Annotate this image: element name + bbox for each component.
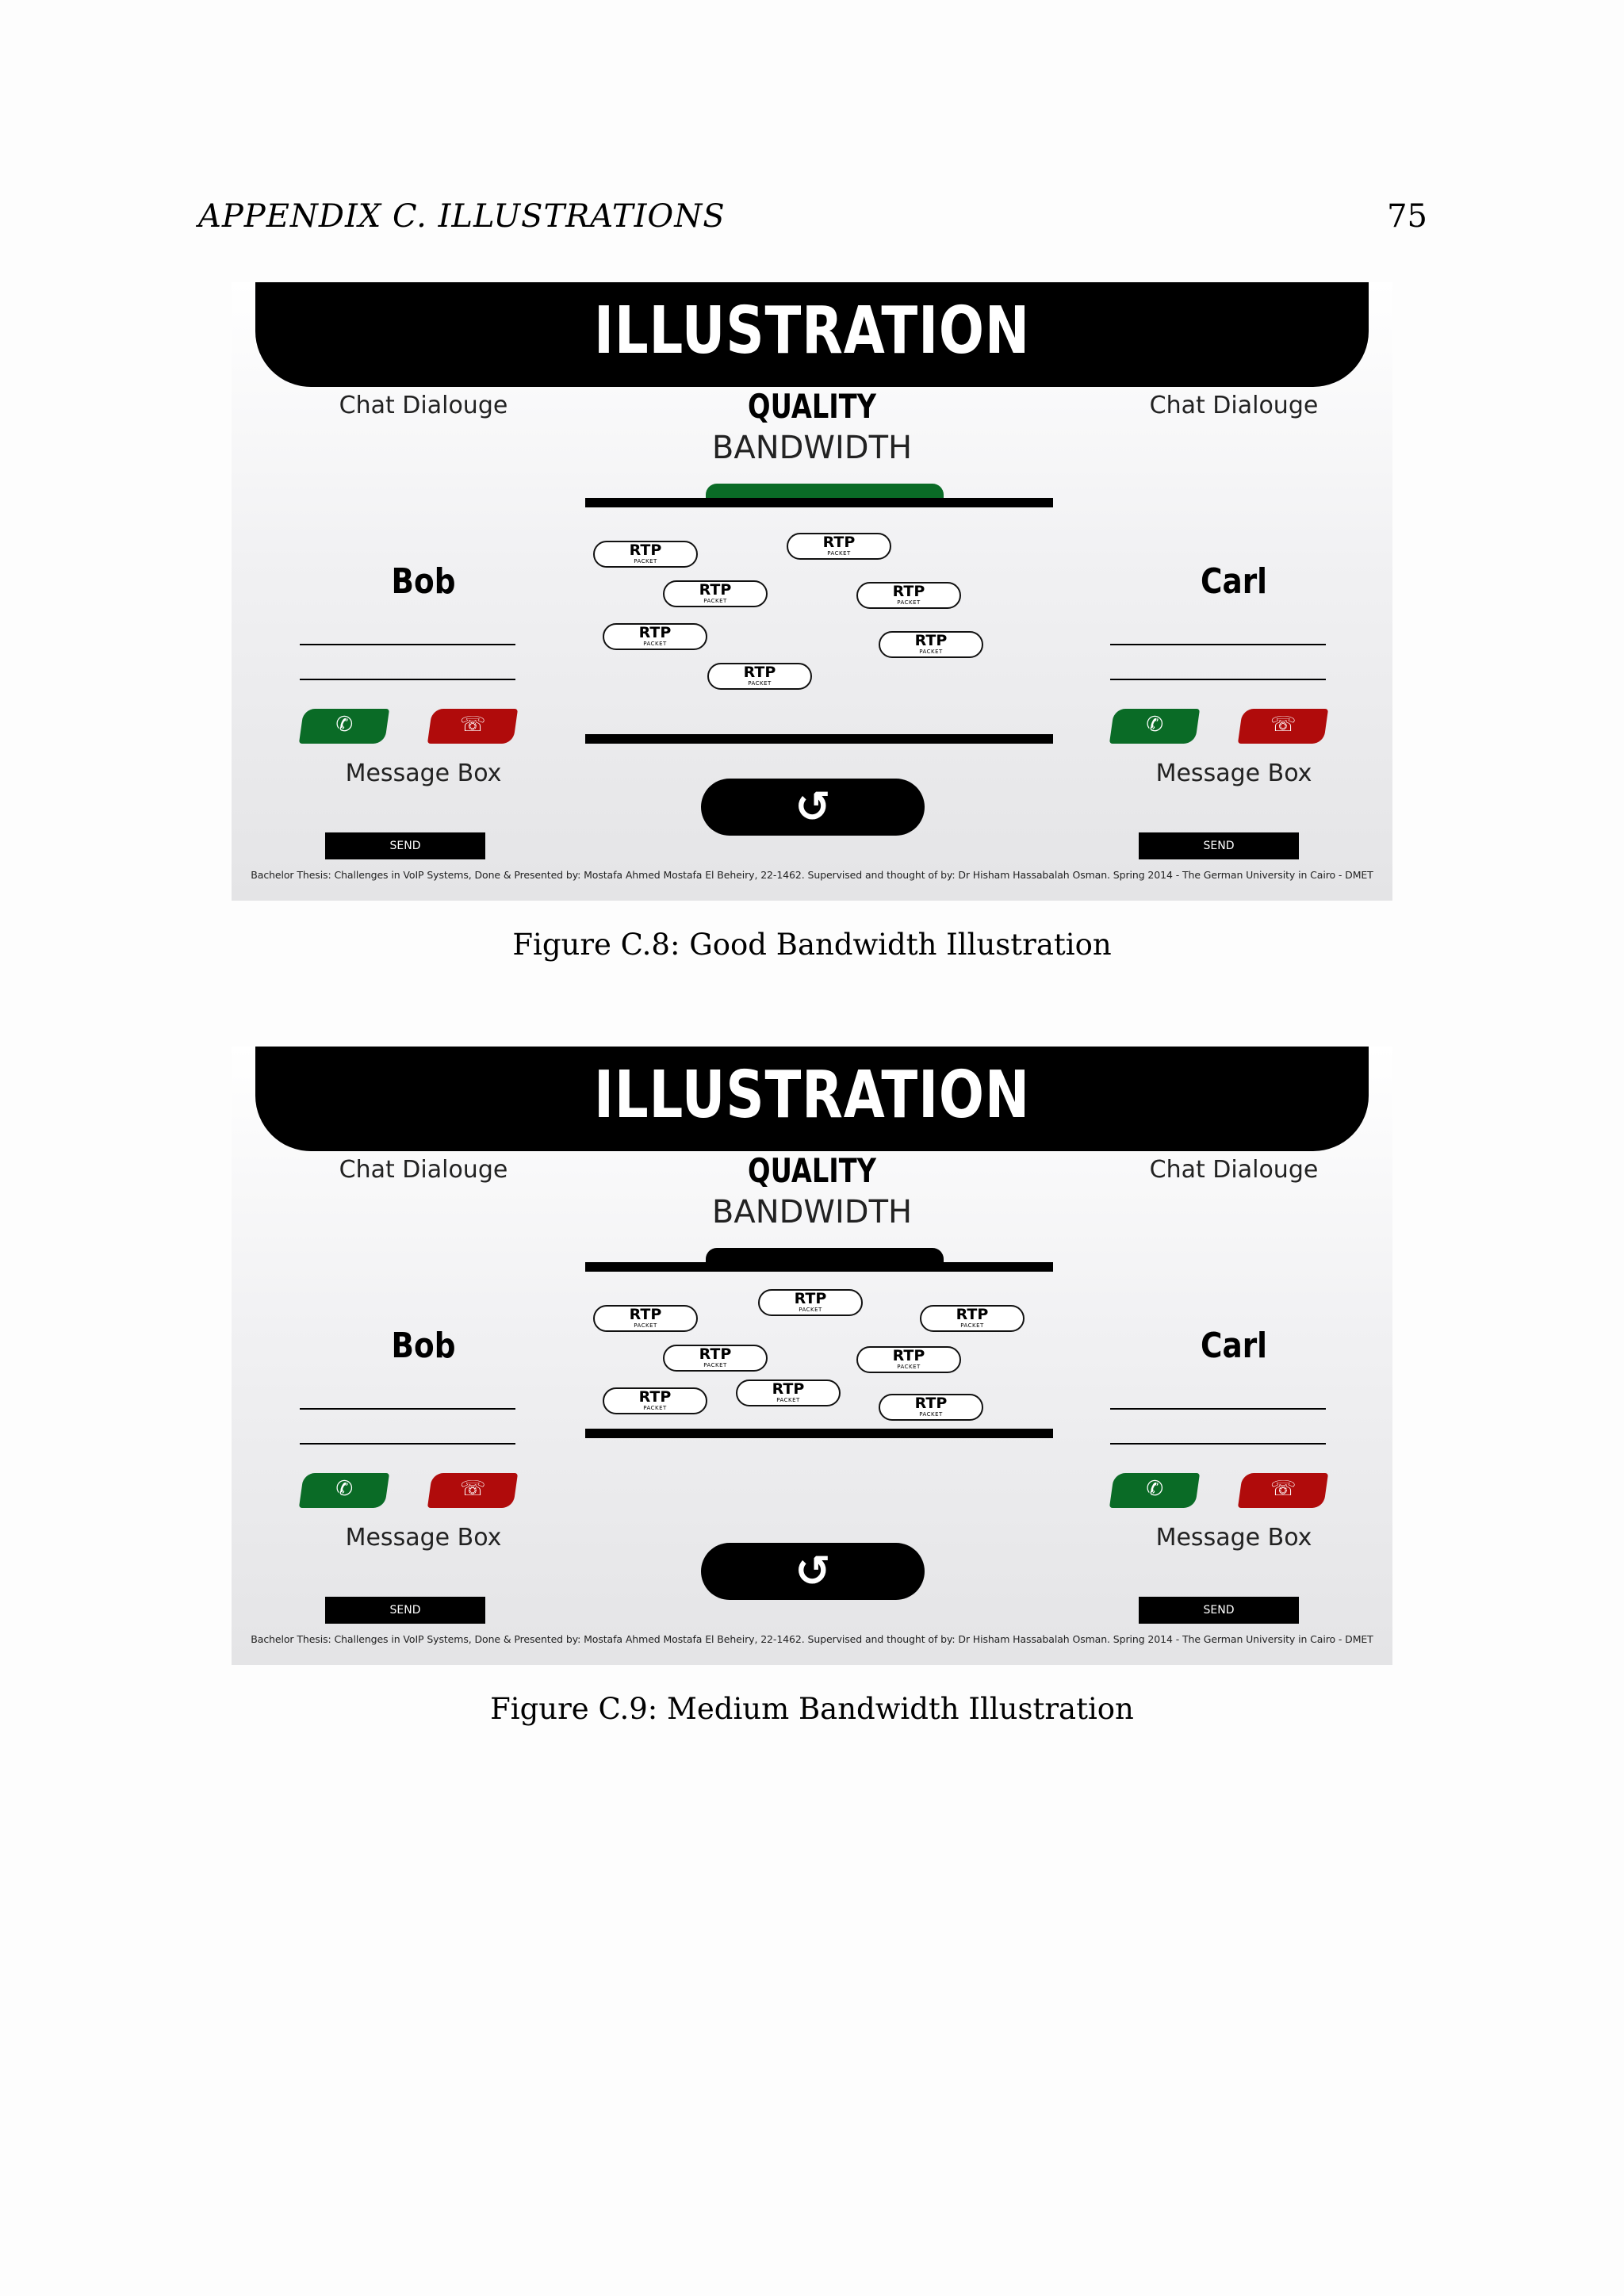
message-box-label-right: Message Box [1155, 760, 1312, 787]
chat-line [1110, 679, 1326, 680]
rtp-packet: RTP PACKET [663, 580, 768, 607]
banner-title: ILLUSTRATION [594, 1058, 1030, 1133]
rtp-packet: RTP PACKET [856, 582, 961, 609]
banner-title: ILLUSTRATION [594, 293, 1030, 369]
banner [255, 282, 1369, 387]
send-button-right[interactable]: SEND [1139, 832, 1299, 859]
message-box-label-left: Message Box [345, 760, 502, 787]
chat-line [300, 679, 515, 680]
rtp-packet: RTP PACKET [593, 541, 698, 568]
replay-icon: ↺ [795, 1546, 831, 1596]
channel-bottom-rail [585, 734, 1053, 744]
quality-label: QUALITY [748, 1151, 876, 1190]
rtp-packet: RTP PACKET [879, 1394, 983, 1421]
caller-name-right: Carl [1201, 561, 1267, 602]
hangup-call-button-right[interactable] [1238, 1473, 1328, 1508]
phone-hangup-icon: ☏ [1270, 713, 1297, 737]
channel-bottom-rail [585, 1429, 1053, 1438]
hangup-call-button-left[interactable] [427, 709, 518, 744]
rtp-packet: RTP PACKET [879, 631, 983, 658]
rtp-packet: RTP PACKET [856, 1346, 961, 1373]
running-title: APPENDIX C. ILLUSTRATIONS [198, 198, 726, 235]
channel-top-rail [585, 498, 1053, 507]
chat-line [1110, 1443, 1326, 1445]
replay-button[interactable] [701, 1543, 925, 1600]
rtp-packet: RTP PACKET [603, 623, 707, 650]
hangup-call-button-left[interactable] [427, 1473, 518, 1508]
phone-hangup-icon: ☏ [460, 713, 486, 737]
bandwidth-label: BANDWIDTH [711, 1194, 913, 1230]
figure-caption: Figure C.9: Medium Bandwidth Illustration [490, 1692, 1134, 1726]
message-box-label-left: Message Box [345, 1524, 502, 1552]
rtp-packet: RTP PACKET [736, 1380, 841, 1406]
figure-caption: Figure C.8: Good Bandwidth Illustration [512, 928, 1112, 962]
send-button-right[interactable]: SEND [1139, 1597, 1299, 1624]
rtp-packet: RTP PACKET [707, 663, 812, 690]
chat-line [300, 1443, 515, 1445]
chat-dialogue-label-right: Chat Dialouge [1149, 392, 1319, 419]
answer-call-button-left[interactable] [299, 709, 389, 744]
quality-label: QUALITY [748, 387, 876, 426]
hangup-call-button-right[interactable] [1238, 709, 1328, 744]
page-number: 75 [1387, 198, 1427, 235]
bandwidth-label: BANDWIDTH [711, 430, 913, 466]
rtp-packet: RTP PACKET [920, 1305, 1025, 1332]
figure-medium-bandwidth [232, 1047, 1392, 1665]
rtp-packet: RTP PACKET [663, 1345, 768, 1372]
rtp-packet: RTP PACKET [758, 1289, 863, 1316]
chat-line [300, 1408, 515, 1410]
chat-dialogue-label-right: Chat Dialouge [1149, 1156, 1319, 1184]
send-button-left[interactable]: SEND [325, 832, 485, 859]
replay-button[interactable] [701, 779, 925, 836]
credits-footer: Bachelor Thesis: Challenges in VoIP Systems, Done & Presented by: Mostafa Ahmed Mostafa El Beheiry, 22-1462. Supervised and thought of by: Dr Hisham Hassabalah Osman. Spring 2014 - The German University in Cairo - DMET [251, 1633, 1373, 1645]
answer-call-button-left[interactable] [299, 1473, 389, 1508]
caller-name-right: Carl [1201, 1326, 1267, 1366]
message-box-label-right: Message Box [1155, 1524, 1312, 1552]
chat-dialogue-label-left: Chat Dialouge [339, 1156, 508, 1184]
chat-line [1110, 644, 1326, 645]
page-header [198, 198, 1427, 238]
phone-hangup-icon: ☏ [460, 1477, 486, 1501]
rtp-packet: RTP PACKET [603, 1387, 707, 1414]
replay-icon: ↺ [795, 782, 831, 832]
chat-line [300, 644, 515, 645]
rtp-packet: RTP PACKET [593, 1305, 698, 1332]
phone-answer-icon: ✆ [1146, 713, 1164, 737]
send-button-left[interactable]: SEND [325, 1597, 485, 1624]
chat-dialogue-label-left: Chat Dialouge [339, 392, 508, 419]
banner [255, 1047, 1369, 1151]
answer-call-button-right[interactable] [1109, 1473, 1200, 1508]
phone-answer-icon: ✆ [335, 713, 354, 737]
chat-line [1110, 1408, 1326, 1410]
phone-answer-icon: ✆ [335, 1477, 354, 1501]
bandwidth-meter [706, 484, 944, 498]
bandwidth-meter [706, 1248, 944, 1262]
rtp-packet: RTP PACKET [787, 533, 891, 560]
channel-top-rail [585, 1262, 1053, 1272]
phone-hangup-icon: ☏ [1270, 1477, 1297, 1501]
answer-call-button-right[interactable] [1109, 709, 1200, 744]
caller-name-left: Bob [391, 1326, 456, 1366]
phone-answer-icon: ✆ [1146, 1477, 1164, 1501]
figure-good-bandwidth [232, 282, 1392, 901]
caller-name-left: Bob [391, 561, 456, 602]
credits-footer: Bachelor Thesis: Challenges in VoIP Systems, Done & Presented by: Mostafa Ahmed Mostafa El Beheiry, 22-1462. Supervised and thought of by: Dr Hisham Hassabalah Osman. Spring 2014 - The German University in Cairo - DMET [251, 869, 1373, 881]
